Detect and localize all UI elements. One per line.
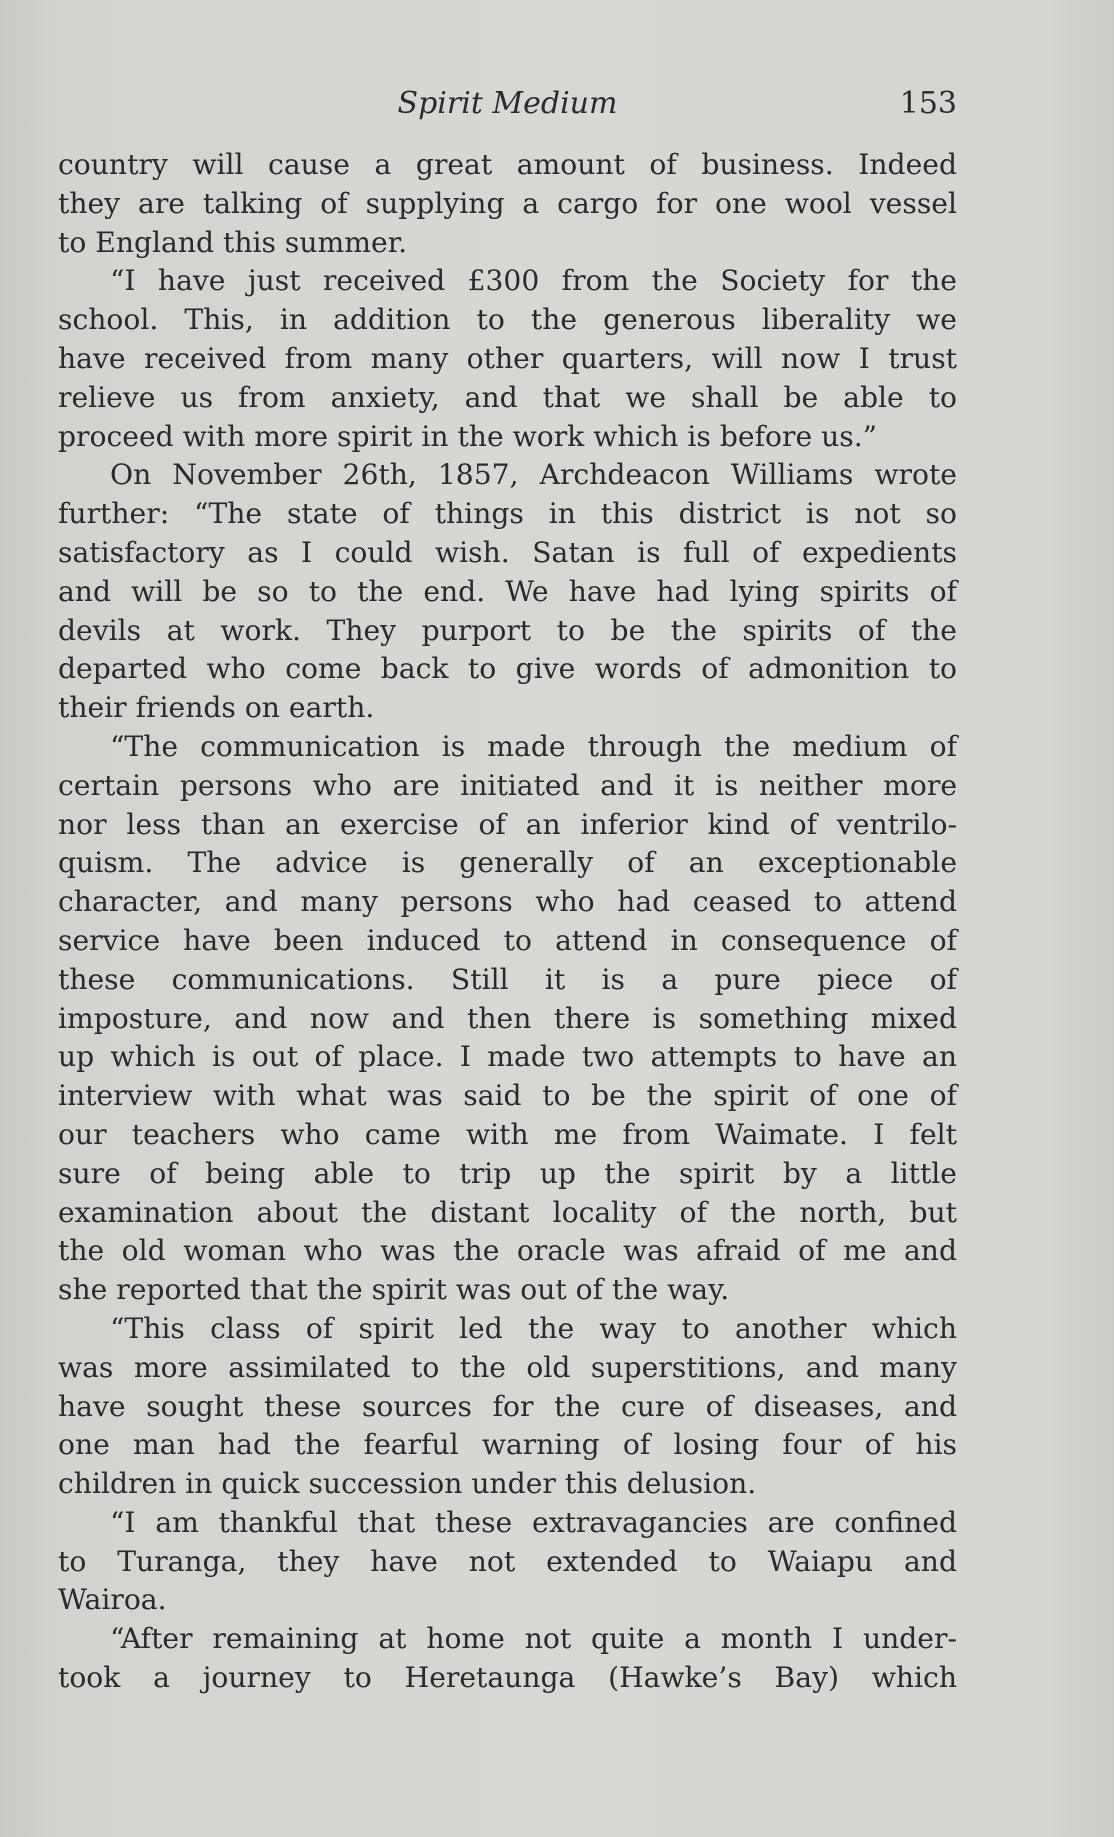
text-line: have received from many other quarters, will now I trust	[58, 341, 957, 375]
text-line: proceed with more spirit in the work which is before us.”	[58, 419, 878, 453]
text-line: “I am thankful that these extravagancies are confined	[110, 1505, 957, 1539]
text-line: to England this summer.	[58, 225, 408, 259]
text-line: one man had the fearful warning of losing four of his	[58, 1428, 957, 1462]
text-line: departed who come back to give words of admonition to	[58, 652, 957, 686]
text-line: quism. The advice is generally of an exceptionable	[58, 846, 957, 880]
text-line: children in quick succession under this delusion.	[58, 1467, 757, 1501]
text-line: to Turanga, they have not extended to Waiapu and	[58, 1544, 957, 1578]
text-line: she reported that the spirit was out of the way.	[58, 1273, 730, 1307]
text-line: took a journey to Heretaunga (Hawke’s Bay) which	[58, 1661, 957, 1695]
text-line: “This class of spirit led the way to another which	[110, 1311, 957, 1345]
text-line: relieve us from anxiety, and that we shall be able to	[58, 380, 957, 414]
text-line: interview with what was said to be the spirit of one of	[58, 1079, 957, 1113]
text-line: devils at work. They purport to be the spirits of the	[58, 613, 957, 647]
text-line: character, and many persons who had ceased to attend	[58, 885, 957, 919]
text-line: “I have just received £300 from the Society for the	[110, 264, 957, 298]
text-line: “The communication is made through the medium of	[110, 729, 957, 763]
text-line: have sought these sources for the cure of diseases, and	[58, 1389, 957, 1423]
text-line: On November 26th, 1857, Archdeacon Williams wrote	[110, 458, 957, 492]
running-title: Spirit Medium	[397, 86, 618, 121]
text-line: nor less than an exercise of an inferior kind of ventrilo-	[58, 807, 957, 841]
text-line: satisfactory as I could wish. Satan is full of expedients	[58, 535, 957, 569]
text-line: imposture, and now and then there is something mixed	[58, 1001, 957, 1035]
text-line: these communications. Still it is a pure piece of	[58, 962, 957, 996]
text-line: their friends on earth.	[58, 691, 375, 725]
page-header	[58, 82, 957, 126]
text-line: they are talking of supplying a cargo for one wool vessel	[58, 186, 957, 220]
text-line: service have been induced to attend in consequence of	[58, 923, 957, 957]
text-line: “After remaining at home not quite a month I under-	[110, 1622, 957, 1656]
body-text	[58, 146, 957, 1698]
text-line: our teachers who came with me from Waimate. I felt	[58, 1117, 957, 1151]
text-line: was more assimilated to the old superstitions, and many	[58, 1350, 957, 1384]
text-line: country will cause a great amount of business. Indeed	[58, 148, 957, 181]
text-line: certain persons who are initiated and it is neither more	[58, 768, 957, 802]
text-line: further: “The state of things in this district is not so	[58, 497, 957, 531]
text-line: examination about the distant locality of the north, but	[58, 1195, 957, 1229]
text-line: and will be so to the end. We have had lying spirits of	[58, 574, 957, 608]
text-line: Wairoa.	[58, 1583, 167, 1617]
text-line: the old woman who was the oracle was afraid of me and	[58, 1234, 957, 1268]
text-line: school. This, in addition to the generous liberality we	[58, 303, 957, 337]
text-line: sure of being able to trip up the spirit by a little	[58, 1156, 957, 1190]
text-line: up which is out of place. I made two attempts to have an	[58, 1040, 957, 1074]
page-number: 153	[899, 86, 957, 121]
